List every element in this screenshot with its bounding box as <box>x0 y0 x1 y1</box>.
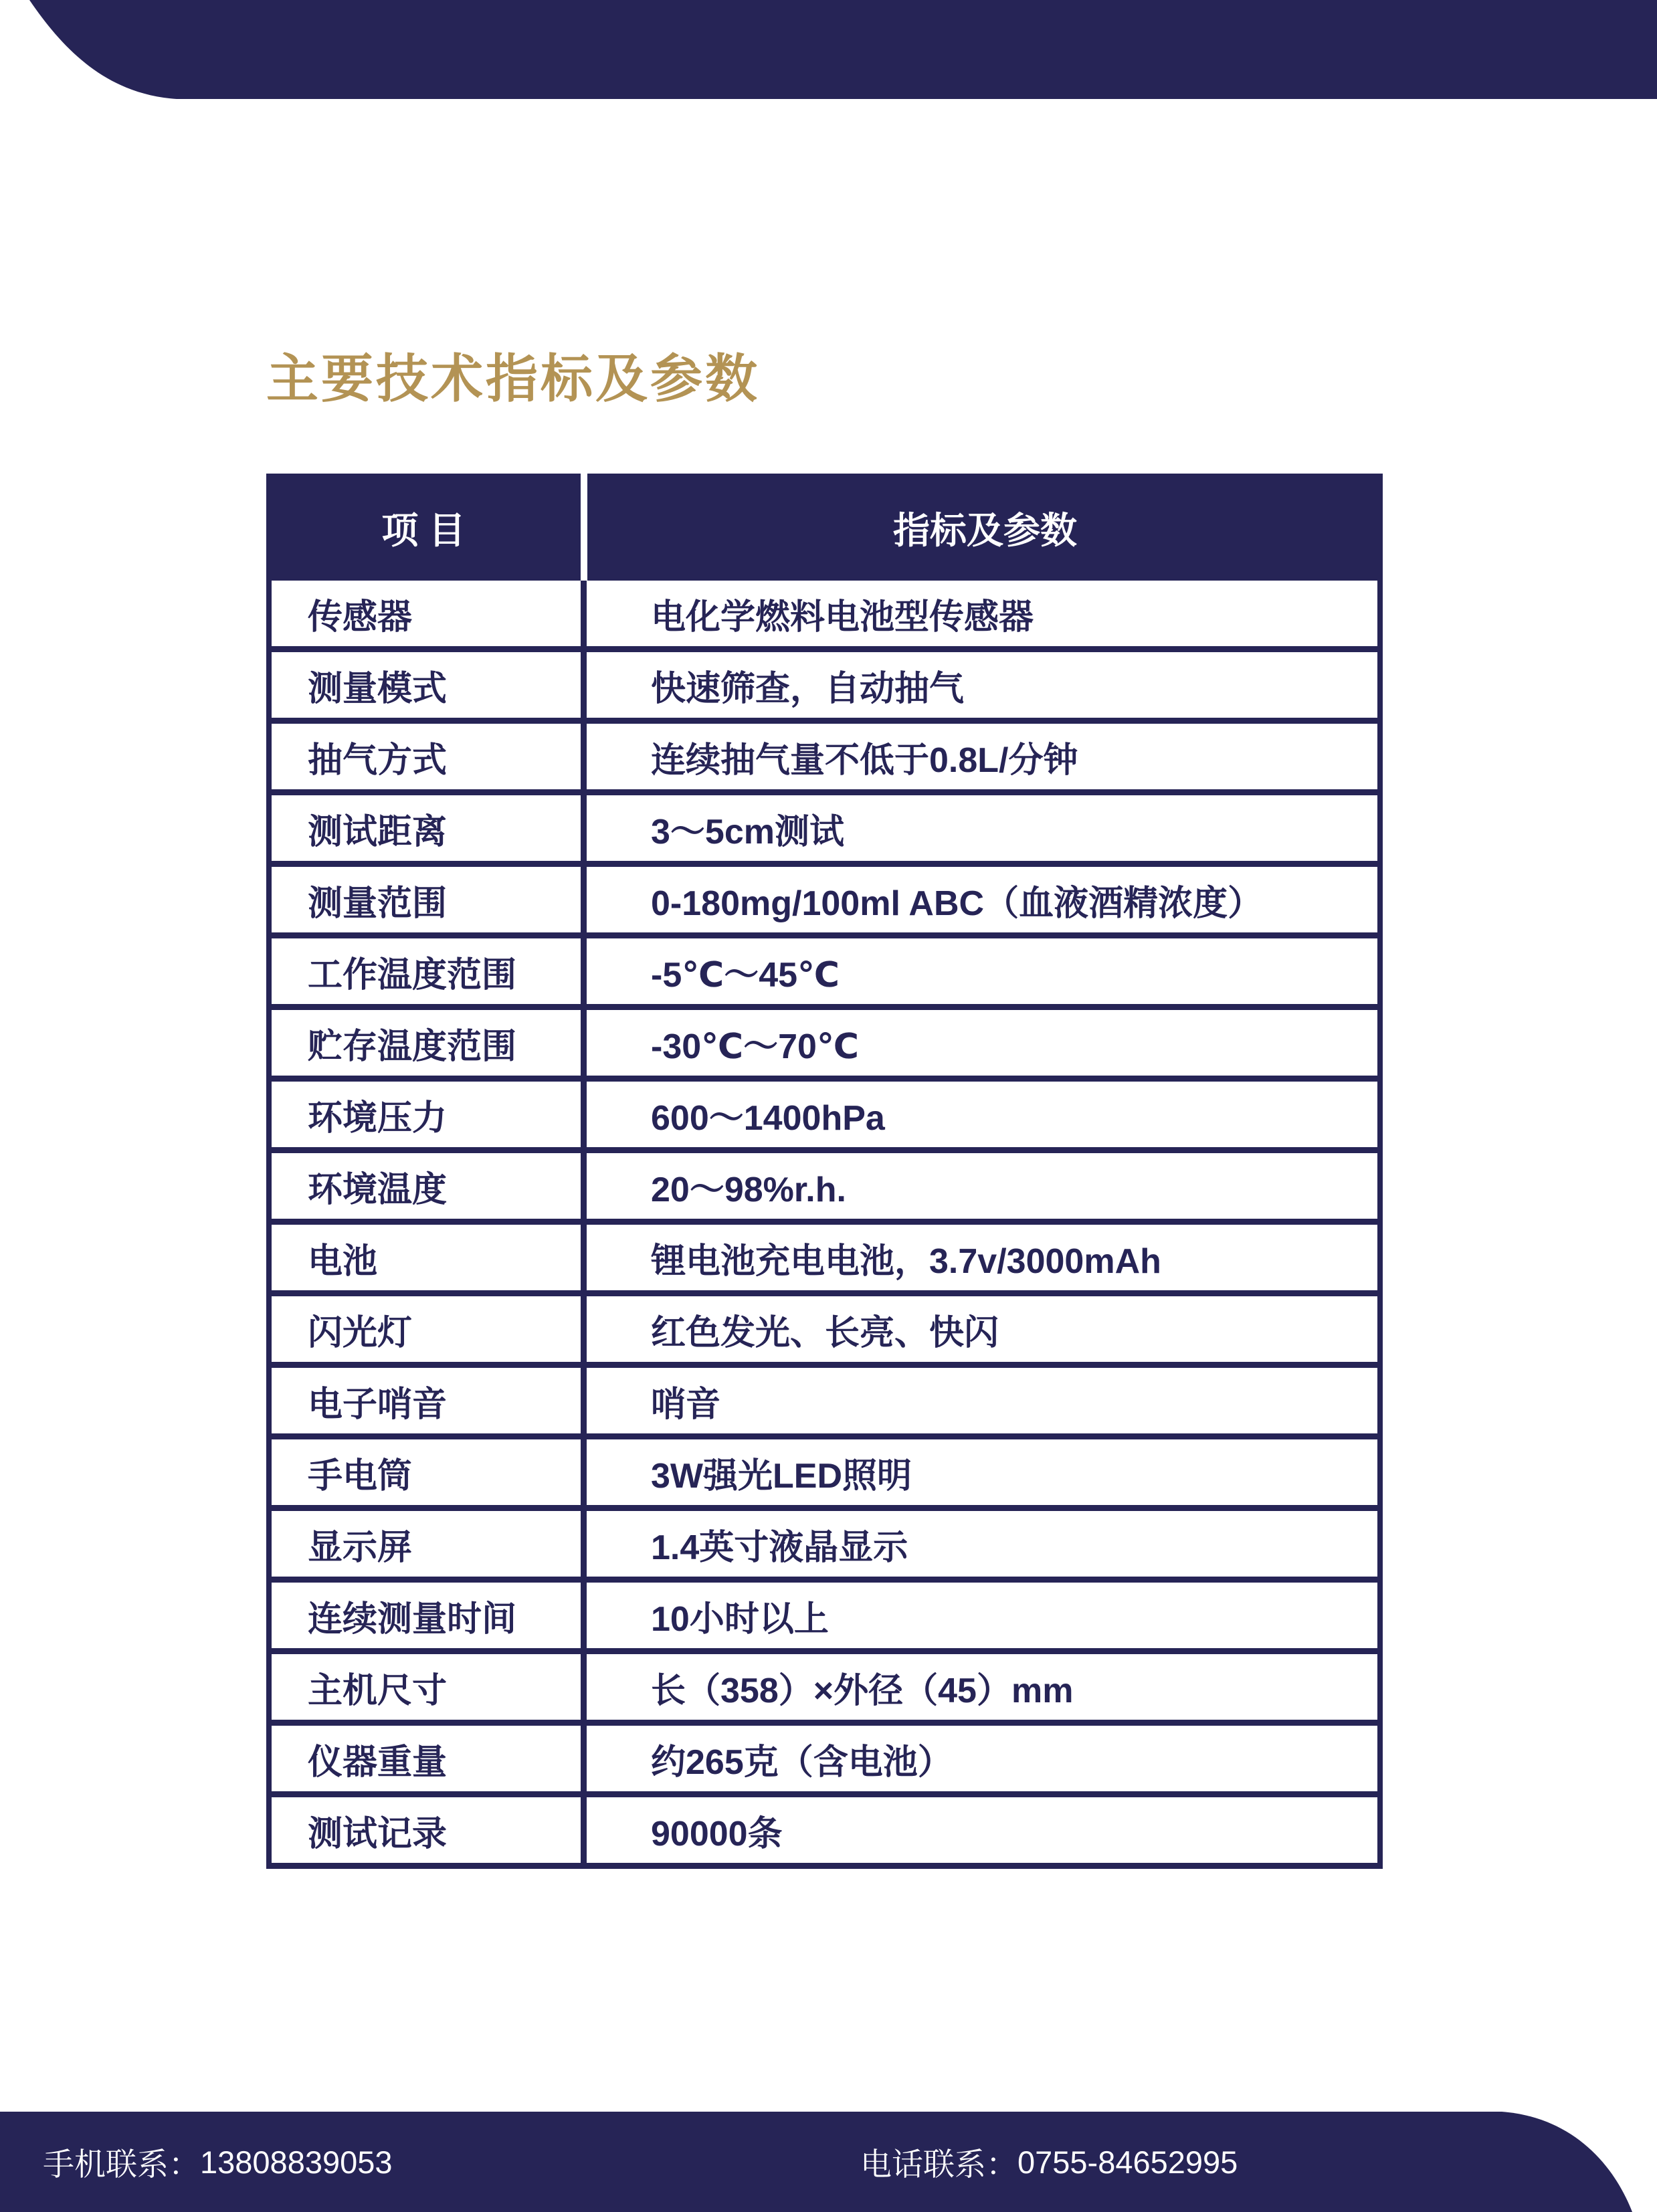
row-value: 电化学燃料电池型传感器 <box>581 581 1377 646</box>
row-value: 红色发光、长亮、快闪 <box>581 1296 1377 1362</box>
row-label: 贮存温度范围 <box>308 1027 517 1066</box>
table-row <box>272 1296 1377 1368</box>
mobile-contact-label: 手机联系： <box>43 2146 200 2182</box>
table-row <box>272 1225 1377 1296</box>
row-value: 20～98%r.h. <box>581 1153 1377 1219</box>
phone-contact-label: 电话联系： <box>860 2146 1017 2182</box>
row-value: 锂电池充电电池，3.7v/3000mAh <box>581 1225 1377 1290</box>
footer-mobile-contact <box>43 2112 393 2212</box>
row-label: 连续测量时间 <box>308 1599 517 1639</box>
row-value: -30℃～70℃ <box>581 1010 1377 1076</box>
row-label: 手电筒 <box>308 1456 413 1496</box>
table-row <box>272 1153 1377 1225</box>
table-header-item: 项 目 <box>266 474 581 581</box>
footer-bar <box>0 2112 1657 2212</box>
spec-table <box>266 474 1383 1869</box>
row-value: 1.4英寸液晶显示 <box>581 1511 1377 1577</box>
row-label: 闪光灯 <box>308 1313 413 1352</box>
row-label: 显示屏 <box>308 1528 413 1567</box>
row-value: 90000条 <box>581 1797 1377 1863</box>
row-value: 快速筛查，自动抽气 <box>581 652 1377 718</box>
row-label: 主机尺寸 <box>308 1671 448 1710</box>
table-row <box>272 1010 1377 1082</box>
row-value: 长（358）×外径（45）mm <box>581 1654 1377 1720</box>
row-label: 测量模式 <box>308 669 448 708</box>
table-row <box>272 581 1377 652</box>
row-label: 环境温度 <box>308 1170 448 1209</box>
row-label: 工作温度范围 <box>308 955 517 995</box>
table-row <box>272 1797 1377 1863</box>
row-label: 电子哨音 <box>308 1385 448 1424</box>
row-label: 抽气方式 <box>308 740 448 780</box>
table-rows <box>266 581 1383 1869</box>
mobile-contact-number: 13808839053 <box>200 2144 393 2180</box>
row-value: 600～1400hPa <box>581 1082 1377 1147</box>
row-label: 电池 <box>308 1241 378 1281</box>
row-value: 3～5cm测试 <box>581 795 1377 861</box>
table-row <box>272 1082 1377 1153</box>
table-row <box>272 795 1377 867</box>
phone-contact-number: 0755-84652995 <box>1017 2144 1238 2180</box>
row-value: 哨音 <box>581 1368 1377 1433</box>
table-row <box>272 1511 1377 1583</box>
row-label: 测量范围 <box>308 884 448 923</box>
table-row <box>272 1368 1377 1439</box>
header-wave-band <box>0 0 1657 99</box>
row-value: 0-180mg/100ml ABC（血液酒精浓度） <box>581 867 1377 932</box>
table-header-spec: 指标及参数 <box>587 474 1383 581</box>
table-header-row <box>266 474 1383 581</box>
table-row <box>272 867 1377 938</box>
row-label: 测试距离 <box>308 812 448 851</box>
row-value: 约265克（含电池） <box>581 1726 1377 1791</box>
table-row <box>272 1654 1377 1726</box>
row-value: -5℃～45℃ <box>581 938 1377 1004</box>
table-row <box>272 724 1377 795</box>
row-value: 连续抽气量不低于0.8L/分钟 <box>581 724 1377 789</box>
page-title: 主要技术指标及参数 <box>266 349 761 408</box>
table-header-divider <box>581 474 587 581</box>
table-row <box>272 1726 1377 1797</box>
row-value: 10小时以上 <box>581 1583 1377 1648</box>
row-value: 3W强光LED照明 <box>581 1439 1377 1505</box>
table-row <box>272 938 1377 1010</box>
table-row <box>272 652 1377 724</box>
row-label: 环境压力 <box>308 1098 448 1138</box>
row-label: 测试记录 <box>308 1814 448 1853</box>
table-row <box>272 1583 1377 1654</box>
table-row <box>272 1439 1377 1511</box>
row-label: 仪器重量 <box>308 1742 448 1782</box>
row-label: 传感器 <box>308 597 413 637</box>
footer-phone-contact <box>860 2112 1238 2212</box>
